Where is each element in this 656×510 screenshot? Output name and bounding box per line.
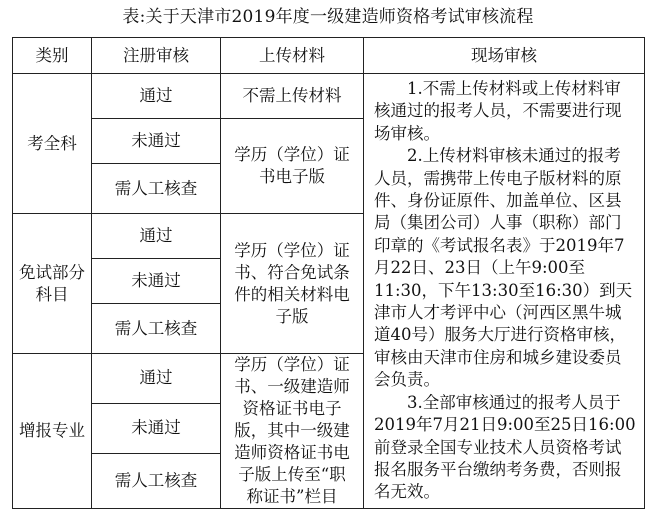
table-row	[13, 74, 645, 119]
header-registration-review: 注册审核	[92, 38, 221, 74]
registration-status-cell: 通过	[92, 354, 221, 404]
page-title: 表:关于天津市2019年度一级建造师资格考试审核流程	[122, 7, 534, 27]
category-cell: 增报专业	[13, 354, 92, 509]
materials-cell: 学历（学位）证书、一级建造师资格证书电子版，其中一级建造师资格证书电子版上传至“职称证书”栏目	[221, 354, 364, 509]
registration-status-cell: 通过	[92, 214, 221, 259]
registration-status-cell: 需人工核查	[92, 304, 221, 354]
materials-cell: 学历（学位）证书电子版	[221, 119, 364, 214]
category-cell: 考全科	[13, 74, 92, 214]
category-cell: 免试部分科目	[13, 214, 92, 354]
header-onsite-review: 现场审核	[364, 38, 645, 74]
registration-status-cell: 需人工核查	[92, 453, 221, 508]
review-process-table	[12, 37, 645, 509]
registration-status-cell: 未通过	[92, 119, 221, 164]
registration-status-cell: 通过	[92, 74, 221, 119]
onsite-note: 3.全部审核通过的报考人员于2019年7月21日9:00至25日16:00前登录全国专业技术人员资格考试报名服务平台缴纳考务费，否则报名无效。	[374, 392, 636, 502]
onsite-review-notes	[364, 74, 645, 509]
header-upload-materials: 上传材料	[221, 38, 364, 74]
onsite-note: 2.上传材料审核未通过的报考人员，需携带上传电子版材料的原件、身份证原件、加盖单位、区县局（集团公司）人事（职称）部门印章的《考试报名表》于2019年7月22日、23日（上午9:00至11:30，下午13:30至16:30）到天津市人才考评中心（河西区黑牛城道40号）服务大厅进行资格审核，审核由天津市住房和城乡建设委员会负责。	[374, 146, 633, 390]
header-category: 类别	[13, 38, 92, 74]
materials-cell: 不需上传材料	[221, 74, 364, 119]
header-row	[13, 38, 645, 74]
onsite-note: 1.不需上传材料或上传材料审核通过的报考人员，不需要进行现场审核。	[374, 79, 622, 143]
materials-cell: 学历（学位）证书、符合免试条件的相关材料电子版	[221, 214, 364, 354]
registration-status-cell: 未通过	[92, 259, 221, 304]
registration-status-cell: 需人工核查	[92, 164, 221, 214]
registration-status-cell: 未通过	[92, 403, 221, 453]
